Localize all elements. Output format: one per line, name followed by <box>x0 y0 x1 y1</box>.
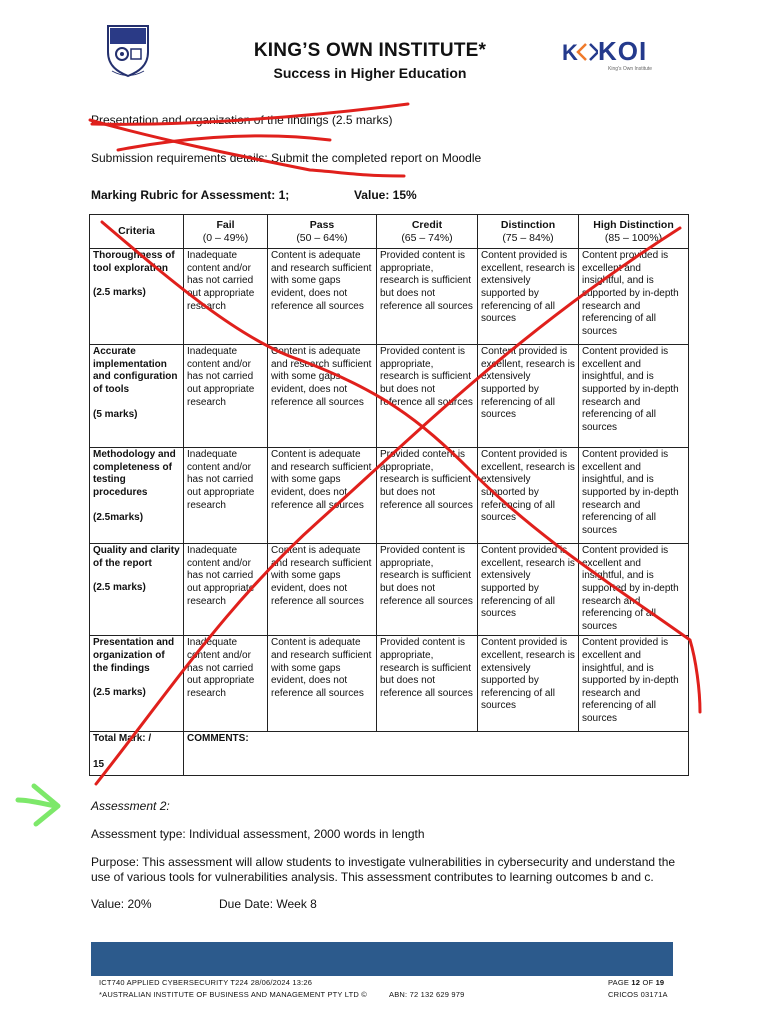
assessment2-purpose-tools: use of various tools for vulnerabilities analysis. <box>91 870 338 884</box>
footer-abn: ABN: 72 132 629 979 <box>389 990 465 999</box>
fail-cell: Inadequate content and/or has not carried out appropriate research <box>184 448 268 544</box>
svg-text:K: K <box>562 40 578 65</box>
koi-logo-text: KOI <box>598 36 648 66</box>
high-distinction-cell: Content provided is excellent and insightful, and is supported by in-depth research and referencing of all sources <box>579 544 689 636</box>
rubric-row <box>90 544 689 636</box>
total-mark-out-of: 15 <box>93 758 105 770</box>
rubric-header-row <box>90 215 689 249</box>
header-pass: Pass (50 – 64%) <box>268 215 377 249</box>
distinction-cell: Content provided is excellent, research is extensively supported by referencing of all sources <box>478 345 579 448</box>
fail-cell: Inadequate content and/or has not carried out appropriate research <box>184 249 268 345</box>
institute-crest-logo <box>104 22 152 78</box>
rubric-row <box>90 345 689 448</box>
criterion-cell: Thoroughness of tool exploration (2.5 marks) <box>90 249 184 345</box>
credit-cell: Provided content is appropriate, research is sufficient but does not reference all sources <box>377 636 478 732</box>
assessment2-purpose-line2 <box>91 870 654 884</box>
assessment2-value: Value: 20% <box>91 897 152 911</box>
assessment2-type: Assessment type: Individual assessment, 2000 words in length <box>91 827 425 841</box>
fail-cell: Inadequate content and/or has not carried out appropriate research <box>184 636 268 732</box>
footer-company: *AUSTRALIAN INSTITUTE OF BUSINESS AND MANAGEMENT PTY LTD © <box>99 990 368 999</box>
pass-cell: Content is adequate and research sufficient with some gaps evident, does not reference all sources <box>268 544 377 636</box>
assessment2-due-date: Due Date: Week 8 <box>219 897 317 911</box>
header-fail: Fail (0 – 49%) <box>184 215 268 249</box>
criterion-cell: Presentation and organization of the findings (2.5 marks) <box>90 636 184 732</box>
criterion-cell: Quality and clarity of the report (2.5 marks) <box>90 544 184 636</box>
pass-cell: Content is adequate and research sufficient with some gaps evident, does not reference all sources <box>268 448 377 544</box>
koi-logo-subtext: King's Own Institute <box>608 66 653 72</box>
header-title-block <box>200 40 540 81</box>
rubric-heading-label: Marking Rubric for Assessment: 1; <box>91 188 290 202</box>
pass-cell: Content is adequate and research sufficient with some gaps evident, does not reference all sources <box>268 345 377 448</box>
footer-bar <box>91 942 673 976</box>
institute-title: KING’S OWN INSTITUTE* <box>253 40 487 61</box>
rubric-row <box>90 448 689 544</box>
high-distinction-cell: Content provided is excellent and insightful, and is supported by in-depth research and referencing of all sources <box>579 345 689 448</box>
rubric-heading-value: Value: 15% <box>353 188 417 202</box>
distinction-cell: Content provided is excellent, research is extensively supported by referencing of all sources <box>478 249 579 345</box>
high-distinction-cell: Content provided is excellent and insightful, and is supported by in-depth research and referencing of all sources <box>579 249 689 345</box>
total-mark-cell <box>90 732 184 776</box>
intro-line-submission: Submission requirements details: Submit the completed report on Moodle <box>91 151 482 165</box>
header-high-distinction: High Distinction (85 – 100%) <box>579 215 689 249</box>
rubric-row <box>90 636 689 732</box>
marking-rubric-table <box>89 214 689 776</box>
red-strike-line-3 <box>118 136 330 150</box>
green-arrow-icon <box>18 786 58 824</box>
fail-cell: Inadequate content and/or has not carried out appropriate research <box>184 345 268 448</box>
footer-course: ICT740 APPLIED CYBERSECURITY T224 28/06/2024 13:26 <box>99 978 313 987</box>
criterion-cell: Methodology and completeness of testing procedures (2.5marks) <box>90 448 184 544</box>
credit-cell: Provided content is appropriate, research is sufficient but does not reference all sources <box>377 345 478 448</box>
header-distinction: Distinction (75 – 84%) <box>478 215 579 249</box>
criterion-cell: Accurate implementation and configuration of tools (5 marks) <box>90 345 184 448</box>
koi-chevron-icon <box>562 38 598 70</box>
rubric-row <box>90 249 689 345</box>
distinction-cell: Content provided is excellent, research is extensively supported by referencing of all sources <box>478 448 579 544</box>
credit-cell: Provided content is appropriate, research is sufficient but does not reference all sources <box>377 544 478 636</box>
red-strike-line-2 <box>90 120 404 176</box>
institute-subtitle: Success in Higher Education <box>273 65 467 81</box>
assessment2-purpose-line1: Purpose: This assessment will allow students to investigate vulnerabilities in cybersecurity and understand the <box>91 855 676 869</box>
assessment2-purpose-outcomes: This assessment contributes to learning outcomes b and c. <box>337 870 654 884</box>
credit-cell: Provided content is appropriate, research is sufficient but does not reference all sources <box>377 249 478 345</box>
distinction-cell: Content provided is excellent, research is extensively supported by referencing of all sources <box>478 636 579 732</box>
assessment2-heading: Assessment 2: <box>91 799 170 813</box>
header-credit: Credit (65 – 74%) <box>377 215 478 249</box>
pass-cell: Content is adequate and research sufficient with some gaps evident, does not reference all sources <box>268 636 377 732</box>
comments-label: COMMENTS: <box>187 733 249 745</box>
footer-cricos: CRICOS 03171A <box>608 990 668 999</box>
comments-cell <box>184 732 689 776</box>
credit-cell: Provided content is appropriate, research is sufficient but does not reference all sources <box>377 448 478 544</box>
header-criteria: Criteria <box>90 215 184 249</box>
high-distinction-cell: Content provided is excellent and insightful, and is supported by in-depth research and referencing of all sources <box>579 636 689 732</box>
pass-cell: Content is adequate and research sufficient with some gaps evident, does not reference all sources <box>268 249 377 345</box>
high-distinction-cell: Content provided is excellent and insightful, and is supported by in-depth research and referencing of all sources <box>579 448 689 544</box>
fail-cell: Inadequate content and/or has not carried out appropriate research <box>184 544 268 636</box>
footer-page-number: PAGE 12 OF 19 <box>608 978 665 987</box>
rubric-heading <box>91 188 417 202</box>
rubric-total-row <box>90 732 689 776</box>
distinction-cell: Content provided is excellent, research is extensively supported by referencing of all sources <box>478 544 579 636</box>
koi-logo <box>562 36 662 76</box>
intro-line-presentation: Presentation and organization of the findings (2.5 marks) <box>91 113 393 127</box>
total-mark-label: Total Mark: / <box>93 733 152 745</box>
